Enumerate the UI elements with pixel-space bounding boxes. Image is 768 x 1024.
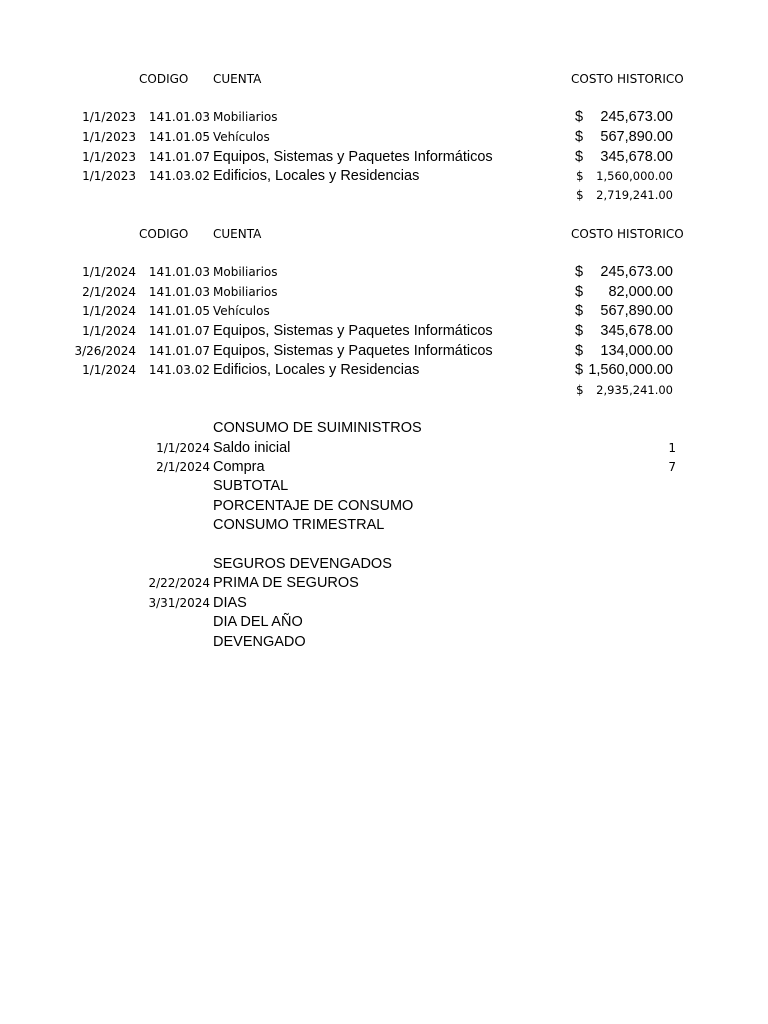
header-cuenta-2024: CUENTA [213,227,262,241]
row-code: 141.01.03 [148,110,210,124]
row-account: Equipos, Sistemas y Paquetes Informáticos [213,323,493,339]
row-code: 141.01.05 [148,304,210,318]
total-currency-2024: $ [576,383,584,397]
seguros-label: DIAS [213,595,247,611]
row-code: 141.01.03 [148,285,210,299]
seguros-date: 2/22/2024 [148,576,210,590]
header-costo-2024: COSTO HISTORICO [571,227,684,241]
consumo-value: 7 [668,460,676,474]
row-currency: $ [575,303,584,319]
row-amount: 134,000.00 [600,343,673,359]
row-account: Mobiliarios [213,285,278,299]
header-codigo-2023: CODIGO [139,72,189,86]
row-amount: 245,673.00 [600,109,673,125]
consumo-title: CONSUMO DE SUIMINISTROS [213,420,422,436]
row-account: Mobiliarios [213,110,278,124]
row-currency: $ [576,169,584,183]
row-amount: 345,678.00 [600,323,673,339]
row-code: 141.01.07 [148,344,210,358]
row-date: 2/1/2024 [82,285,136,299]
row-date: 1/1/2024 [82,363,136,377]
seguros-devengado: DEVENGADO [213,634,306,650]
row-account: Equipos, Sistemas y Paquetes Informáticos [213,343,493,359]
seguros-title: SEGUROS DEVENGADOS [213,556,392,572]
row-date: 1/1/2024 [82,265,136,279]
row-code: 141.01.07 [148,150,210,164]
row-amount: 567,890.00 [600,129,673,145]
row-account: Edificios, Locales y Residencias [213,168,420,184]
row-account: Mobiliarios [213,265,278,279]
row-date: 1/1/2023 [82,130,136,144]
row-amount: 1,560,000.00 [588,362,673,378]
row-date: 1/1/2023 [82,110,136,124]
row-amount: 245,673.00 [600,264,673,280]
row-amount: 345,678.00 [600,149,673,165]
row-currency: $ [575,264,584,280]
row-account: Edificios, Locales y Residencias [213,362,420,378]
row-currency: $ [575,284,584,300]
row-amount: 1,560,000.00 [596,169,673,183]
consumo-date: 1/1/2024 [156,441,210,455]
seguros-date: 3/31/2024 [148,596,210,610]
row-code: 141.03.02 [148,169,210,183]
row-currency: $ [575,109,584,125]
consumo-label: Saldo inicial [213,440,291,456]
row-account: Vehículos [213,304,270,318]
row-currency: $ [575,149,584,165]
row-date: 1/1/2024 [82,304,136,318]
row-code: 141.01.03 [148,265,210,279]
row-date: 1/1/2024 [82,324,136,338]
row-account: Equipos, Sistemas y Paquetes Informáticos [213,149,493,165]
row-currency: $ [575,129,584,145]
consumo-value: 1 [668,441,676,455]
row-currency: $ [575,323,584,339]
row-code: 141.01.05 [148,130,210,144]
header-costo-2023: COSTO HISTORICO [571,72,684,86]
row-date: 1/1/2023 [82,169,136,183]
total-amount-2023: 2,719,241.00 [596,188,673,202]
header-cuenta-2023: CUENTA [213,72,262,86]
consumo-trimestral: CONSUMO TRIMESTRAL [213,517,385,533]
row-date: 1/1/2023 [82,150,136,164]
row-code: 141.01.07 [148,324,210,338]
row-date: 3/26/2024 [74,344,136,358]
total-currency-2023: $ [576,188,584,202]
row-currency: $ [575,343,584,359]
row-currency: $ [575,362,584,378]
consumo-date: 2/1/2024 [156,460,210,474]
row-amount: 567,890.00 [600,303,673,319]
row-account: Vehículos [213,130,270,144]
row-code: 141.03.02 [148,363,210,377]
row-amount: 82,000.00 [608,284,673,300]
seguros-dia-anio: DIA DEL AÑO [213,614,303,630]
consumo-label: Compra [213,459,265,475]
seguros-label: PRIMA DE SEGUROS [213,575,359,591]
total-amount-2024: 2,935,241.00 [596,383,673,397]
header-codigo-2024: CODIGO [139,227,189,241]
consumo-porcentaje: PORCENTAJE DE CONSUMO [213,498,414,514]
consumo-subtotal: SUBTOTAL [213,478,289,494]
